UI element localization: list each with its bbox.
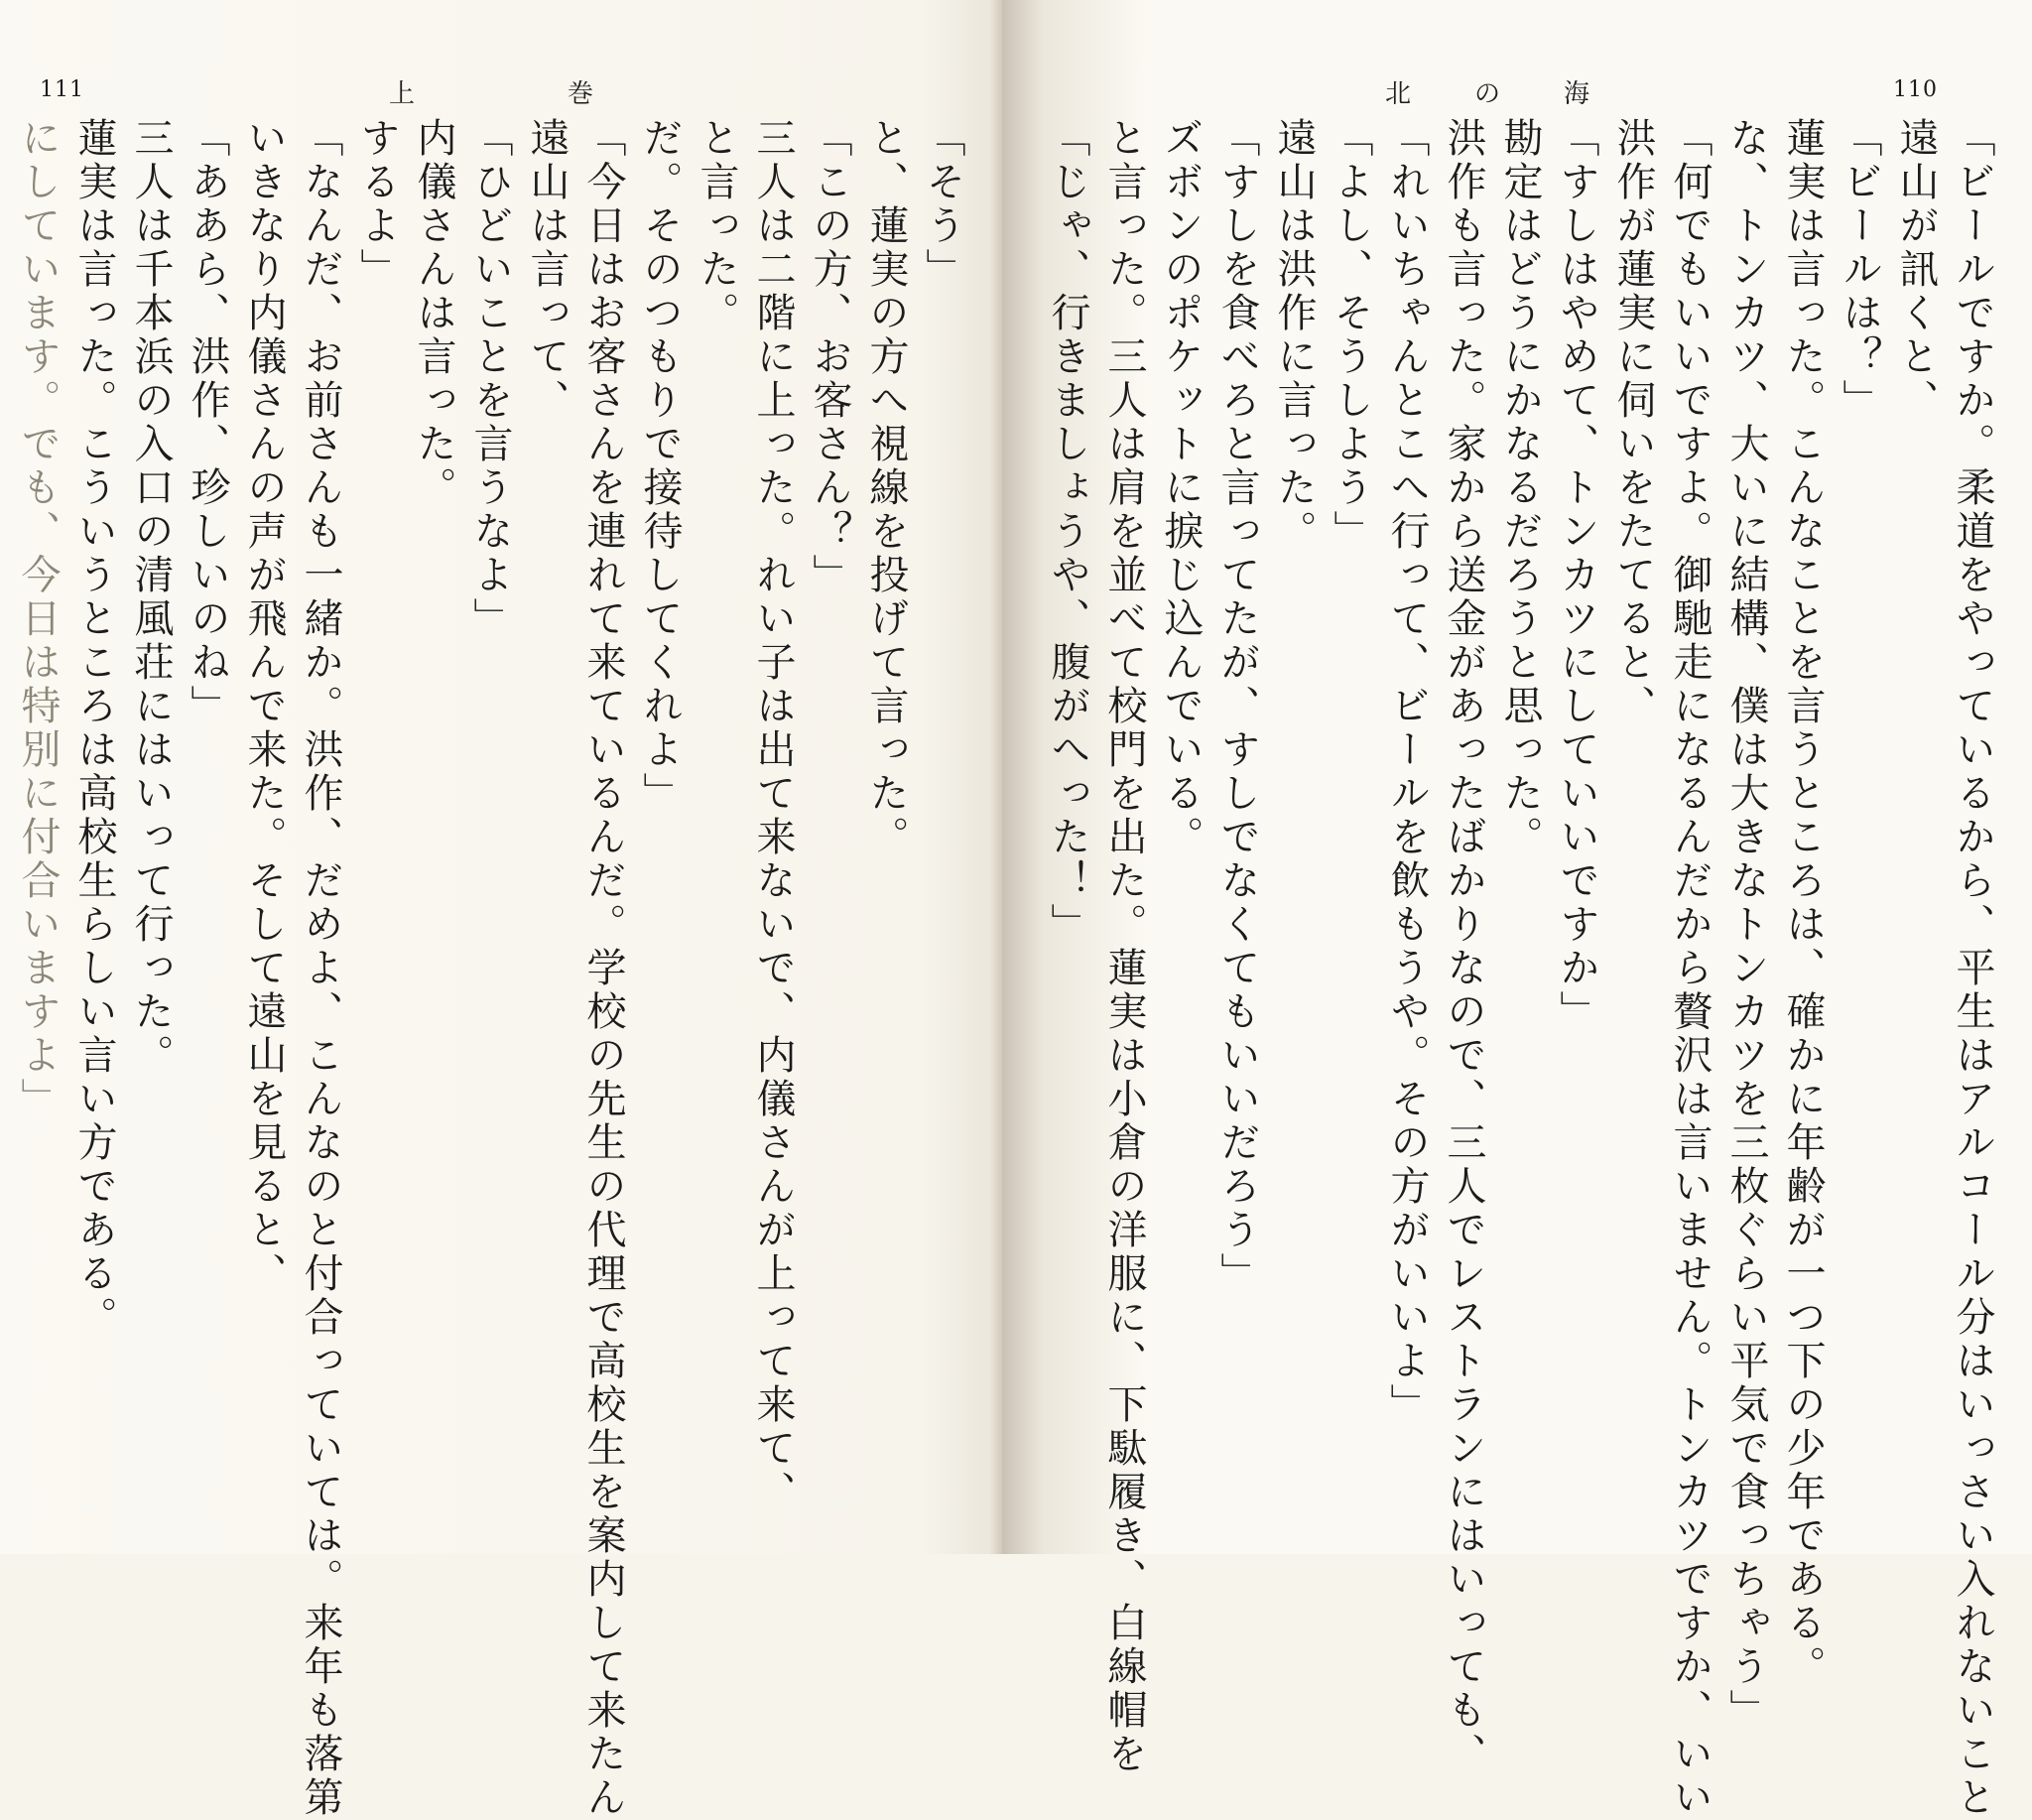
right-running-head: 北 の 海 bbox=[1385, 79, 1594, 109]
text-line: 「ああら、洪作、珍しいのね」 bbox=[185, 117, 230, 728]
text-line: ズボンのポケットに捩じ込んでいる。 bbox=[1158, 117, 1204, 859]
text-line: 蓮実は言った。こういうところは高校生らしい言い方である。 bbox=[71, 117, 117, 1340]
text-line: 遠山が訊くと、 bbox=[1893, 117, 1939, 423]
left-page-number: 111 bbox=[40, 77, 84, 102]
text-line: と言った。三人は肩を並べて校門を出た。蓮実は小倉の洋服に、下駄履き、白線帽を bbox=[1101, 117, 1147, 1776]
right-page bbox=[1002, 0, 2032, 1820]
text-line: 遠山は言って、 bbox=[524, 117, 570, 423]
right-page-text bbox=[1045, 117, 2000, 1820]
text-line: 「れいちゃんとこへ行って、ビールを飲もうや。その方がいいよ」 bbox=[1384, 117, 1430, 1427]
text-line: 「この方、お客さん？」 bbox=[807, 117, 852, 597]
text-line: 「よし、そうしよう」 bbox=[1328, 117, 1373, 554]
text-line: 「今日はお客さんを連れて来ているんだ。学校の先生の代理で高校生を案内して来たん bbox=[580, 117, 626, 1820]
text-line: 「何でもいいですよ。御馳走になるんだから贅沢は言いません。トンカツですか、いい bbox=[1667, 117, 1713, 1820]
text-line: するよ」 bbox=[354, 117, 400, 292]
text-line: 勘定はどうにかなるだろうと思った。 bbox=[1497, 117, 1543, 859]
text-line: 「じゃ、行きましょうや、腹がへった！」 bbox=[1045, 117, 1090, 947]
text-line: と言った。 bbox=[694, 117, 739, 335]
text-line: 「ビールは？」 bbox=[1837, 117, 1882, 423]
text-line: 三人は千本浜の入口の清風荘にはいって行った。 bbox=[128, 117, 174, 1078]
text-line: 「そう」 bbox=[920, 117, 965, 292]
text-line: 洪作が蓮実に伺いをたてると、 bbox=[1610, 117, 1656, 728]
text-line: 洪作も言った。家から送金があったばかりなので、三人でレストランにはいっても、 bbox=[1441, 117, 1486, 1776]
left-running-head: 上 巻 bbox=[389, 79, 598, 109]
text-line: だ。そのつもりで接待してくれよ」 bbox=[637, 117, 683, 816]
text-line: にしています。でも、今日は特別に付合いますよ」 bbox=[15, 117, 61, 1121]
text-line: 「すしはやめて、トンカツにしていいですか」 bbox=[1554, 117, 1599, 1034]
text-line: 「なんだ、お前さんも一緒か。洪作、だめよ、こんなのと付合っていては。来年も落第 bbox=[298, 117, 343, 1820]
text-line: 「ビールですか。柔道をやっているから、平生はアルコール分はいっさい入れないこと bbox=[1950, 117, 1995, 1820]
text-line: 「ひどいことを言うなよ」 bbox=[467, 117, 513, 641]
text-line: と、蓮実の方へ視線を投げて言った。 bbox=[863, 117, 909, 859]
left-page-text bbox=[15, 117, 970, 1820]
left-page bbox=[0, 0, 1002, 1820]
text-line: いきなり内儀さんの声が飛んで来た。そして遠山を見ると、 bbox=[241, 117, 287, 1296]
text-line: 遠山は洪作に言った。 bbox=[1271, 117, 1317, 554]
text-line: 「すしを食べろと言ってたが、すしでなくてもいいだろう」 bbox=[1214, 117, 1260, 1296]
text-line: 内儀さんは言った。 bbox=[411, 117, 456, 510]
right-page-number: 110 bbox=[1893, 77, 1938, 102]
text-line: 蓮実は言った。こんなことを言うところは、確かに年齢が一つ下の少年である。 bbox=[1780, 117, 1826, 1689]
text-line: 三人は二階に上った。れい子は出て来ないで、内儀さんが上って来て、 bbox=[750, 117, 796, 1514]
text-line: な、トンカツ、大いに結構、僕は大きなトンカツを三枚ぐらい平気で食っちゃう」 bbox=[1723, 117, 1769, 1733]
